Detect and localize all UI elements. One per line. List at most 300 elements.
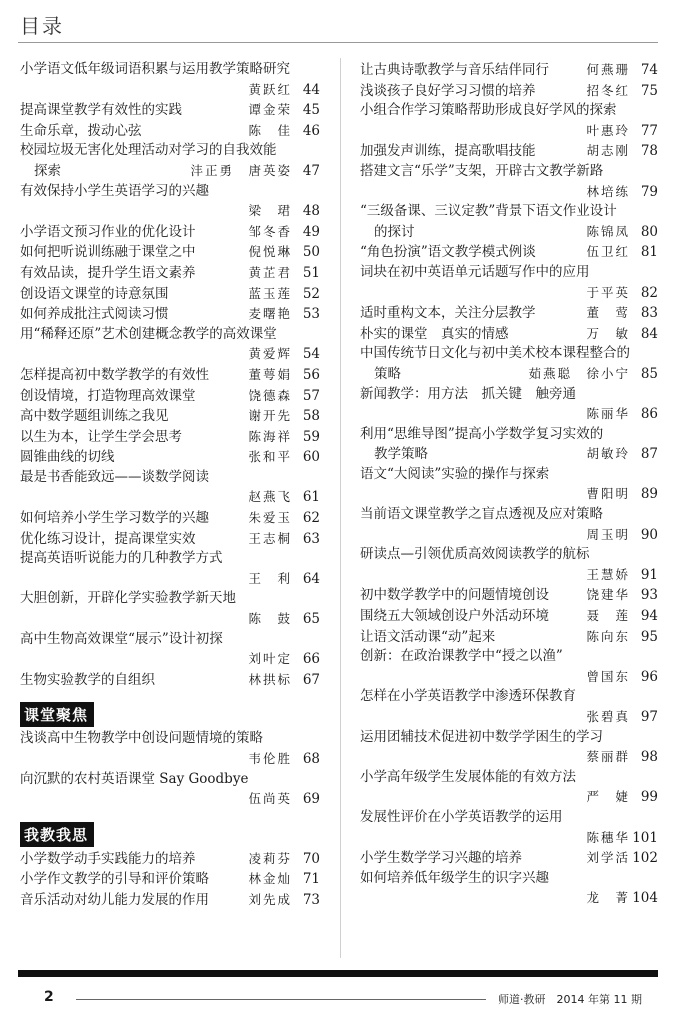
toc-entry (360, 728, 658, 768)
toc-entry (360, 162, 658, 202)
entry-page: 56 (302, 366, 320, 383)
entry-title: 圆锥曲线的切线 (20, 449, 115, 466)
entry-title: 有效品读，提升学生语文素养 (20, 264, 196, 281)
entry-title-cont: 探索 (34, 162, 61, 179)
footer-page-number: 2 (44, 989, 54, 1005)
entry-line (360, 324, 658, 345)
entry-page: 94 (640, 608, 658, 625)
entry-line (360, 808, 658, 828)
entry-line (360, 667, 658, 688)
entry-title: 向沉默的农村英语课堂 Say Goodbye (20, 770, 249, 787)
entry-line (360, 747, 658, 768)
entry-author: 张碧真 (586, 709, 630, 724)
entry-page: 52 (302, 285, 320, 302)
entry-title: 创设情境，打造物理高效课堂 (20, 387, 196, 404)
entry-line (360, 627, 658, 648)
footer-rule (76, 999, 486, 1000)
footer-journal-info: 师道·教研 2014 年第 11 期 (498, 993, 642, 1006)
toc-entry (360, 202, 658, 242)
entry-line (360, 60, 658, 81)
entry-author: 董萼娟 (248, 366, 292, 382)
entry-line (360, 444, 658, 465)
entry-line (20, 263, 320, 284)
entry-page: 99 (640, 789, 658, 806)
entry-page: 53 (302, 306, 320, 323)
entry-page: 89 (640, 486, 658, 503)
entry-line (360, 545, 658, 565)
entry-line (360, 385, 658, 405)
entry-line (20, 182, 320, 202)
entry-page: 97 (640, 709, 658, 725)
entry-author: 伍尚英 (248, 791, 292, 807)
entry-title: 生命乐章，拨动心弦 (20, 122, 142, 139)
entry-title: 小学作文教学的引导和评价策略 (20, 871, 209, 888)
entry-page: 46 (302, 122, 320, 139)
entry-page: 87 (640, 446, 658, 463)
entry-line (20, 60, 320, 80)
entry-line (20, 649, 320, 670)
entry-author: 凌莉芬 (248, 850, 292, 866)
entry-title: 小组合作学习策略帮助形成良好学风的探索 (360, 102, 617, 119)
entry-line (360, 182, 658, 203)
entry-page: 57 (302, 387, 320, 404)
entry-title: 浅谈孩子良好学习习惯的培养 (360, 82, 536, 99)
column-divider (340, 58, 341, 958)
entry-line (20, 770, 320, 790)
entry-author: 陈锦凤 (586, 223, 630, 239)
entry-author: 龙 菁 (586, 890, 630, 906)
toc-entry (360, 385, 658, 425)
entry-author: 于平英 (586, 284, 630, 300)
entry-title: 以生为本，让学生学会思考 (20, 428, 182, 445)
entry-line (360, 484, 658, 505)
entry-author: 韦伦胜 (248, 751, 292, 766)
entry-author: 叶惠玲 (586, 122, 630, 138)
entry-page: 98 (640, 749, 658, 766)
toc-entry (20, 869, 320, 890)
entry-page: 84 (640, 325, 658, 342)
entry-page: 104 (632, 890, 658, 907)
entry-author: 刘先成 (248, 891, 292, 907)
toc-entry (20, 365, 320, 386)
entry-page: 82 (640, 284, 658, 301)
entry-author: 朱爱玉 (248, 510, 292, 526)
toc-entry (360, 242, 658, 263)
entry-line (360, 465, 658, 485)
entry-author: 聂 莲 (586, 608, 630, 624)
entry-title: 小学语文预习作业的优化设计 (20, 223, 196, 240)
entry-line (20, 508, 320, 529)
entry-author: 陈海祥 (248, 428, 292, 444)
entry-title: 怎样在小学英语教学中渗透环保教育 (360, 688, 576, 705)
entry-line (20, 468, 320, 488)
entry-author: 万 敏 (586, 325, 630, 341)
entry-author: 陈穗华 (586, 829, 630, 845)
toc-entry (360, 303, 658, 324)
entry-title: 发展性评价在小学英语教学的运用 (360, 808, 563, 825)
entry-title: 运用团辅技术促进初中数学学困生的学习 (360, 728, 603, 745)
toc-entry (360, 768, 658, 808)
entry-title: 当前语文课堂教学之盲点透视及应对策略 (360, 506, 603, 523)
entry-author: 饶德森 (248, 387, 292, 403)
toc-entry (20, 222, 320, 243)
entry-line (20, 589, 320, 609)
entry-title: 小学生数学学习兴趣的培养 (360, 850, 522, 867)
entry-title: 提高英语听说能力的几种教学方式 (20, 550, 223, 567)
entry-author: 蓝玉莲 (248, 285, 292, 301)
toc-entry (20, 325, 320, 365)
toc-entry (360, 425, 658, 465)
entry-page: 66 (302, 651, 320, 668)
toc-entry (360, 324, 658, 345)
toc-entry (20, 670, 320, 691)
section-heading: 课堂聚焦 (20, 702, 94, 727)
entry-line (20, 729, 320, 749)
entry-line (360, 283, 658, 304)
entry-author: 严 婕 (586, 789, 630, 805)
entry-line (360, 606, 658, 627)
entry-title: 创新：在政治课教学中“授之以渔” (360, 648, 563, 665)
entry-author: 黄芷君 (248, 264, 292, 280)
toc-entry (360, 465, 658, 505)
toc-entry (20, 386, 320, 407)
toc-entry (20, 304, 320, 325)
entry-line (360, 707, 658, 728)
entry-line (20, 447, 320, 468)
entry-page: 78 (640, 143, 658, 160)
section-heading-row (20, 702, 320, 729)
toc-entry (360, 101, 658, 141)
entry-title: 音乐活动对幼儿能力发展的作用 (20, 891, 209, 908)
entry-page: 63 (302, 530, 320, 547)
entry-title: 用“稀释还原”艺术创建概念教学的高效课堂 (20, 325, 277, 342)
entry-page: 67 (302, 671, 320, 688)
toc-entry (20, 729, 320, 769)
entry-line (20, 749, 320, 770)
toc-entry (360, 869, 658, 909)
toc-entry (20, 242, 320, 263)
entry-title: 浅谈高中生物教学中创设问题情境的策略 (20, 730, 263, 747)
entry-author: 邹冬香 (248, 223, 292, 239)
entry-author: 刘叶定 (248, 651, 292, 667)
entry-line (360, 263, 658, 283)
entry-line (360, 525, 658, 546)
toc-entry (360, 263, 658, 303)
entry-author: 谢开先 (248, 408, 292, 424)
entry-page: 47 (302, 162, 320, 179)
toc-entry (20, 406, 320, 427)
entry-page: 71 (302, 871, 320, 888)
entry-author: 陈 佳 (248, 122, 292, 138)
entry-author: 张和平 (248, 449, 292, 465)
entry-line (360, 728, 658, 748)
entry-title: 小学数学动手实践能力的培养 (20, 850, 196, 867)
entry-line (20, 789, 320, 810)
entry-line (360, 585, 658, 606)
entry-line (20, 201, 320, 222)
entry-page: 61 (302, 489, 320, 506)
entry-title: 如何养成批注式阅读习惯 (20, 306, 169, 323)
toc-entry (20, 468, 320, 508)
entry-page: 83 (640, 305, 658, 322)
toc-left-column (20, 60, 320, 911)
entry-title: 初中数学教学中的问题情境创设 (360, 587, 549, 604)
entry-author: 伍卫红 (586, 244, 630, 260)
entry-line (20, 325, 320, 345)
entry-title: 如何培养小学生学习数学的兴趣 (20, 510, 209, 527)
toc-entry (20, 849, 320, 870)
entry-line (20, 344, 320, 365)
entry-title: 小学高年级学生发展体能的有效方法 (360, 768, 576, 785)
entry-title: 高中数学题组训练之我见 (20, 408, 169, 425)
entry-author: 林拱标 (248, 671, 292, 687)
footer-bar (18, 970, 658, 977)
toc-entry (20, 529, 320, 550)
entry-line (360, 121, 658, 142)
entry-line (20, 549, 320, 569)
entry-page: 95 (640, 628, 658, 645)
entry-line (360, 81, 658, 102)
entry-author: 王 利 (248, 570, 292, 586)
entry-page: 49 (302, 223, 320, 240)
entry-page: 79 (640, 183, 658, 200)
toc-entry (360, 848, 658, 869)
entry-title: 如何培养低年级学生的识字兴趣 (360, 869, 549, 886)
entry-title: 怎样提高初中数学教学的有效性 (20, 366, 209, 383)
entry-line (20, 141, 320, 161)
entry-line (360, 787, 658, 808)
toc-entry (20, 549, 320, 589)
entry-line (20, 100, 320, 121)
entry-page: 90 (640, 526, 658, 543)
entry-title: 创设语文课堂的诗意氛围 (20, 285, 169, 302)
entry-author: 王志桐 (248, 530, 292, 546)
entry-line (20, 569, 320, 590)
entry-line (20, 242, 320, 263)
toc-right-column (360, 60, 658, 909)
entry-author: 董 莺 (586, 305, 630, 321)
entry-line (20, 406, 320, 427)
entry-author: 何燕珊 (586, 62, 630, 77)
entry-title: 语文“大阅读”实验的操作与探索 (360, 465, 550, 482)
entry-title: 让语文活动课“动”起来 (360, 628, 496, 645)
toc-entry (360, 545, 658, 585)
entry-title: 高中生物高效课堂“展示”设计初探 (20, 630, 223, 647)
entry-title: 校园垃圾无害化处理活动对学习的自我效能 (20, 142, 277, 159)
entry-title: 研读点—引领优质高效阅读教学的航标 (360, 546, 590, 563)
entry-title: 加强发声训练，提高歌唱技能 (360, 143, 536, 160)
toc-entry (20, 60, 320, 100)
entry-page: 96 (640, 668, 658, 685)
entry-title: “角色扮演”语文教学模式例谈 (360, 244, 536, 261)
entry-line (20, 222, 320, 243)
entry-line (360, 162, 658, 182)
entry-line (20, 849, 320, 870)
entry-page: 62 (302, 510, 320, 527)
toc-entry (20, 770, 320, 810)
entry-author: 沣正勇 唐英姿 (190, 162, 292, 178)
entry-title: 优化练习设计，提高课堂实效 (20, 530, 196, 547)
entry-title: 搭建文言“乐学”支架，开辟古文教学新路 (360, 162, 604, 179)
toc-entry (360, 647, 658, 687)
entry-author: 曾国东 (586, 668, 630, 684)
entry-line (360, 364, 658, 385)
toc-entry (20, 182, 320, 222)
entry-page: 81 (640, 244, 658, 261)
entry-line (360, 101, 658, 121)
entry-author: 林金灿 (248, 871, 292, 887)
entry-title: 如何把听说训练融于课堂之中 (20, 244, 196, 261)
toc-entry (20, 121, 320, 142)
entry-line (20, 304, 320, 325)
entry-page: 45 (302, 102, 320, 119)
entry-line (20, 386, 320, 407)
toc-entry (20, 284, 320, 305)
entry-author: 林培练 (586, 183, 630, 199)
toc-entry (360, 687, 658, 727)
entry-line (360, 242, 658, 263)
entry-author: 招冬红 (586, 82, 630, 98)
entry-line (360, 848, 658, 869)
toc-entry (20, 100, 320, 121)
entry-title: 大胆创新，开辟化学实验教学新天地 (20, 590, 236, 607)
toc-entry (360, 606, 658, 627)
entry-page: 48 (302, 203, 320, 220)
entry-line (20, 890, 320, 911)
entry-line (20, 427, 320, 448)
entry-page: 68 (302, 751, 320, 767)
entry-author: 胡志刚 (586, 143, 630, 159)
entry-author: 梁 珺 (248, 203, 292, 219)
entry-line (360, 647, 658, 667)
entry-page: 101 (632, 829, 658, 846)
entry-author: 黄爱辉 (248, 346, 292, 362)
entry-line (20, 284, 320, 305)
toc-entry (360, 60, 658, 81)
toc-entry (360, 344, 658, 384)
entry-page: 59 (302, 428, 320, 445)
entry-page: 102 (632, 850, 658, 867)
entry-author: 蔡丽群 (586, 749, 630, 765)
entry-line (360, 869, 658, 889)
section-heading-row (20, 822, 320, 849)
entry-line (360, 888, 658, 909)
entry-page: 60 (302, 449, 320, 466)
toc-entry (20, 630, 320, 670)
entry-line (20, 161, 320, 182)
entry-title-cont: 教学策略 (374, 446, 428, 463)
entry-page: 58 (302, 408, 320, 425)
toc-entry (360, 627, 658, 648)
entry-page: 73 (302, 891, 320, 908)
entry-line (360, 425, 658, 445)
entry-author: 胡敏玲 (586, 446, 630, 462)
entry-author: 周玉明 (586, 526, 630, 542)
entry-page: 77 (640, 122, 658, 139)
entry-author: 赵燕飞 (248, 489, 292, 505)
entry-page: 75 (640, 82, 658, 99)
page-title: 目录 (20, 14, 64, 38)
entry-line (360, 202, 658, 222)
entry-line (360, 344, 658, 364)
entry-line (20, 529, 320, 550)
entry-title: 让古典诗歌教学与音乐结伴同行 (360, 62, 549, 78)
entry-page: 86 (640, 406, 658, 423)
entry-title-cont: 的探讨 (374, 223, 415, 240)
entry-title: “三级备课、三议定教”背景下语文作业设计 (360, 203, 617, 220)
toc-entry (360, 585, 658, 606)
toc-entry (20, 447, 320, 468)
entry-page: 65 (302, 611, 320, 628)
entry-title: 最是书香能致远——谈数学阅读 (20, 468, 209, 485)
toc-entry (20, 263, 320, 284)
toc-entry (20, 141, 320, 181)
entry-line (20, 365, 320, 386)
entry-line (20, 487, 320, 508)
entry-title: 提高课堂教学有效性的实践 (20, 102, 182, 119)
toc-entry (360, 141, 658, 162)
entry-line (20, 609, 320, 630)
entry-page: 64 (302, 570, 320, 587)
entry-title: 适时重构文本，关注分层教学 (360, 305, 536, 322)
entry-author: 刘学活 (586, 850, 630, 866)
toc-entry (20, 890, 320, 911)
entry-title: 新闻教学：用方法 抓关键 触旁通 (360, 385, 576, 402)
entry-line (20, 670, 320, 691)
entry-line (360, 222, 658, 243)
toc-entry (360, 81, 658, 102)
toc-entry (360, 505, 658, 545)
entry-author: 王慧娇 (586, 566, 630, 582)
entry-title-cont: 策略 (374, 365, 401, 382)
entry-author: 谭金荣 (248, 102, 292, 118)
entry-line (20, 121, 320, 142)
entry-page: 80 (640, 223, 658, 240)
entry-author: 陈向东 (586, 628, 630, 644)
entry-title: 词块在初中英语单元话题写作中的应用 (360, 263, 590, 280)
entry-line (360, 768, 658, 788)
entry-author: 陈丽华 (586, 406, 630, 422)
entry-line (360, 505, 658, 525)
entry-title: 中国传统节日文化与初中美术校本课程整合的 (360, 345, 630, 362)
toc-entry (20, 589, 320, 629)
entry-line (360, 404, 658, 425)
entry-page: 74 (640, 62, 658, 78)
entry-title: 有效保持小学生英语学习的兴趣 (20, 182, 209, 199)
entry-page: 54 (302, 346, 320, 363)
entry-author: 麦曙艳 (248, 306, 292, 322)
entry-line (20, 869, 320, 890)
entry-page: 50 (302, 244, 320, 261)
entry-line (360, 565, 658, 586)
entry-line (360, 141, 658, 162)
entry-title: 小学语文低年级词语积累与运用教学策略研究 (20, 61, 290, 77)
entry-author: 黄跃红 (248, 81, 292, 97)
entry-author: 曹阳明 (586, 486, 630, 502)
entry-page: 91 (640, 566, 658, 583)
entry-author: 陈 鼓 (248, 611, 292, 627)
entry-page: 70 (302, 850, 320, 867)
entry-author: 饶建华 (586, 587, 630, 603)
entry-page: 69 (302, 791, 320, 808)
entry-title: 生物实验教学的自组织 (20, 671, 155, 688)
entry-page: 93 (640, 587, 658, 604)
entry-line (20, 80, 320, 101)
entry-page: 51 (302, 264, 320, 281)
entry-page: 44 (302, 81, 320, 98)
entry-line (360, 828, 658, 849)
entry-line (360, 687, 658, 707)
